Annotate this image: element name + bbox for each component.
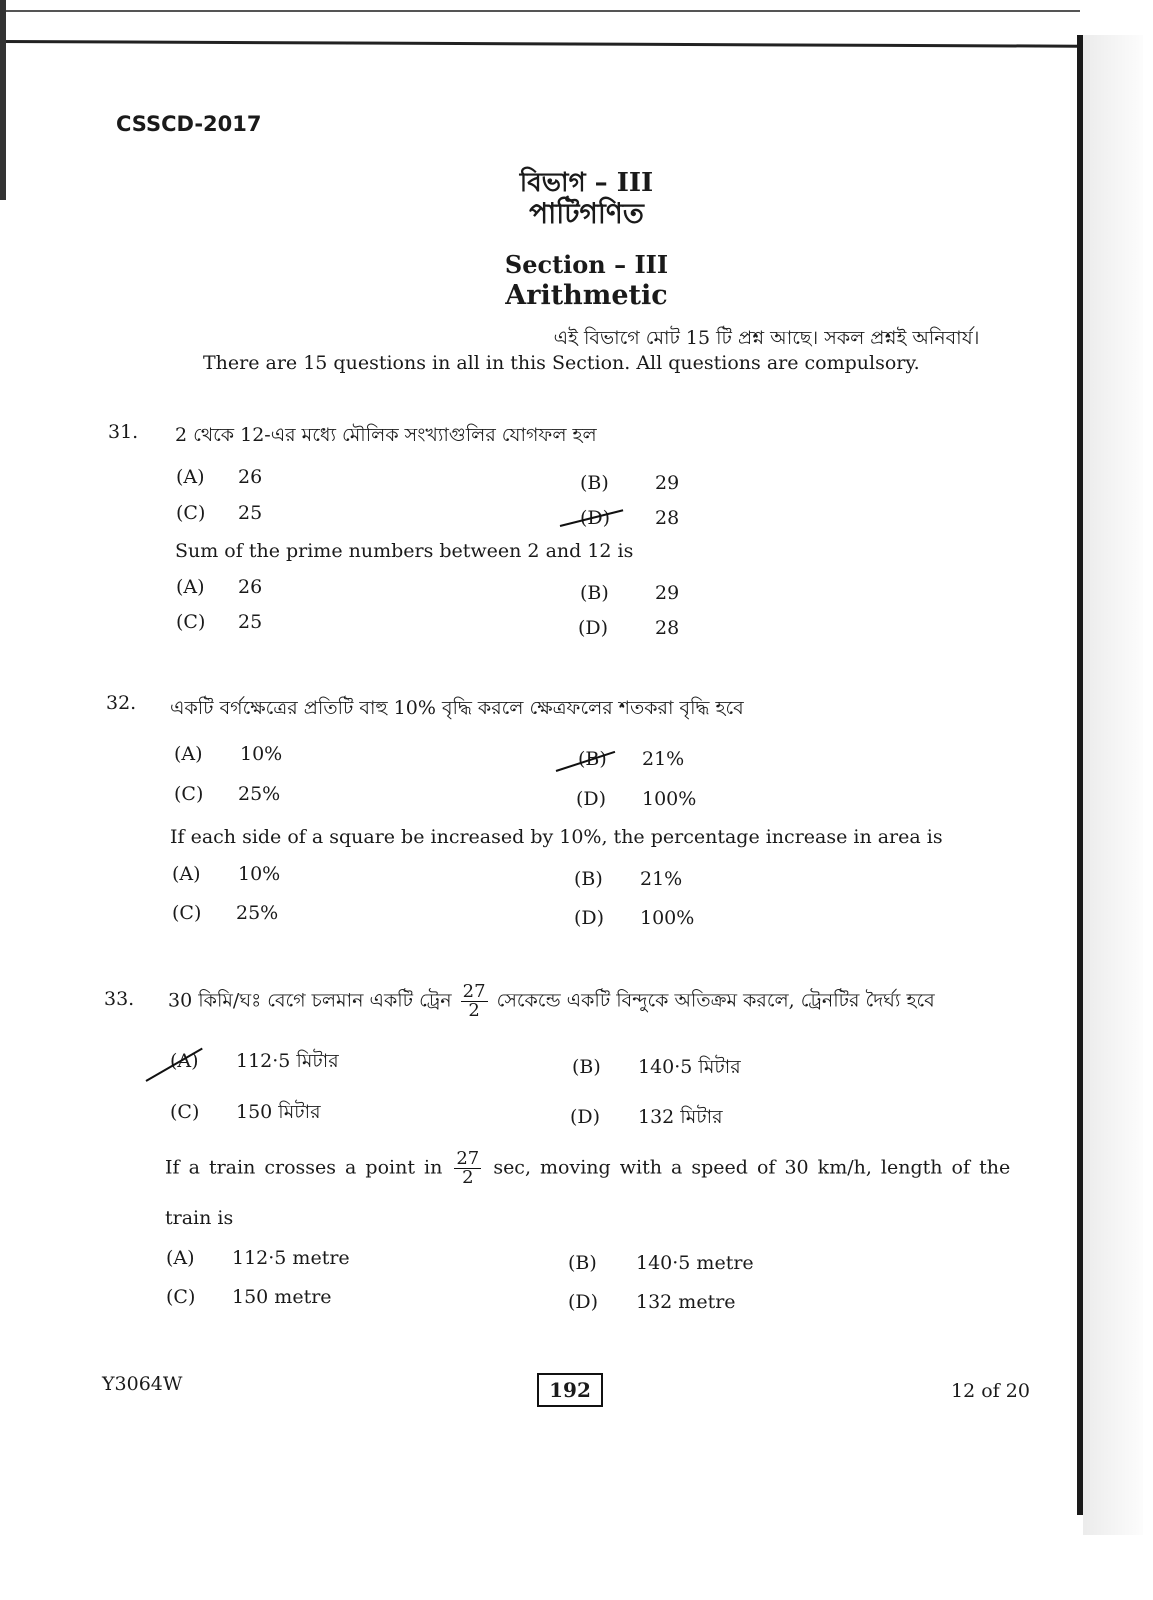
- option-value: 140·5 মিটার: [638, 1056, 741, 1078]
- page-of-total: 12 of 20: [951, 1380, 1030, 1402]
- option-label: (A): [176, 466, 205, 488]
- instruction-english: There are 15 questions in all in this Section. All questions are compulsory.: [203, 352, 920, 374]
- option-label: (A): [166, 1247, 195, 1269]
- question-text-english: [165, 1150, 1010, 1187]
- option-d-english: [574, 907, 694, 929]
- option-value: 28: [655, 617, 680, 639]
- option-d-english: [568, 1291, 736, 1313]
- subject-title-english: Arithmetic: [505, 280, 668, 311]
- option-value: 26: [238, 466, 263, 488]
- option-value: 26: [238, 576, 263, 598]
- option-value: 100%: [640, 907, 695, 929]
- option-label: (A): [172, 863, 201, 885]
- option-label: (A): [176, 576, 205, 598]
- option-label: (D): [578, 617, 609, 639]
- option-c-english: [166, 1286, 332, 1308]
- option-value: 21%: [640, 868, 683, 890]
- option-d-english: [578, 617, 679, 639]
- option-label: (B): [578, 748, 607, 770]
- option-b-english: [574, 868, 682, 890]
- option-label: (C): [174, 783, 204, 805]
- option-a-english: [176, 576, 262, 598]
- option-b-bengali: [580, 472, 679, 494]
- fraction-denominator: 2: [468, 1000, 480, 1021]
- question-text-part: sec, moving with a speed of 30 km/h, length of the: [493, 1156, 1011, 1179]
- question-text-part: সেকেন্ডে একটি বিন্দুকে অতিক্রম করলে, ট্রেনটির দৈর্ঘ্য হবে: [496, 989, 935, 1012]
- option-b-bengali: [572, 1053, 741, 1085]
- question-text-part: If a train crosses a point in: [165, 1156, 443, 1179]
- option-value: 10%: [240, 743, 283, 765]
- option-b-english: [580, 582, 679, 604]
- option-value: 132 মিটার: [638, 1106, 723, 1128]
- option-label: (C): [176, 611, 206, 633]
- option-label: (D): [576, 788, 607, 810]
- option-label: (B): [574, 868, 603, 890]
- option-c-bengali: [174, 783, 280, 805]
- option-value: 29: [655, 472, 680, 494]
- option-c-english: [172, 902, 278, 924]
- option-label: (A): [170, 1050, 199, 1072]
- option-value: 10%: [238, 863, 281, 885]
- option-value: 25%: [238, 783, 281, 805]
- scan-border-top: [0, 40, 1080, 48]
- option-label: (B): [572, 1056, 601, 1078]
- option-b-english: [568, 1252, 754, 1274]
- option-label: (D): [574, 907, 605, 929]
- option-c-english: [176, 611, 262, 633]
- option-label: (B): [580, 582, 609, 604]
- fraction-numerator: 27: [456, 1148, 480, 1169]
- option-value: 112·5 metre: [232, 1247, 350, 1269]
- question-text-bengali: একটি বর্গক্ষেত্রের প্রতিটি বাহু 10% বৃদ্ধি করলে ক্ষেত্রফলের শতকরা বৃদ্ধি হবে: [170, 697, 744, 719]
- section-title-bengali: বিভাগ – III: [519, 168, 654, 198]
- option-value: 150 metre: [232, 1286, 332, 1308]
- option-label: (A): [174, 743, 203, 765]
- option-value: 29: [655, 582, 680, 604]
- option-label: (D): [568, 1291, 599, 1313]
- option-a-english: [172, 863, 280, 885]
- instruction-bengali: এই বিভাগে মোট 15 টি প্রশ্ন আছে। সকল প্রশ্নই অনিবার্য।: [553, 327, 980, 349]
- question-text-english: Sum of the prime numbers between 2 and 12 is: [175, 540, 634, 562]
- fraction: [461, 983, 488, 1020]
- option-label: (C): [176, 502, 206, 524]
- option-value: 25: [238, 611, 263, 633]
- question-text-english: If each side of a square be increased by 10%, the percentage increase in area is: [170, 826, 943, 848]
- question-text-english-line2: train is: [165, 1207, 234, 1229]
- option-a-bengali: [176, 466, 262, 488]
- option-label: (C): [166, 1286, 196, 1308]
- question-number: 33.: [104, 988, 135, 1010]
- fraction-numerator: 27: [462, 981, 486, 1002]
- question-text-part: 30 কিমি/ঘঃ বেগে চলমান একটি ট্রেন: [168, 989, 452, 1012]
- option-a-english: [166, 1247, 350, 1269]
- exam-code: CSSCD-2017: [116, 112, 262, 136]
- option-value: 112·5 মিটার: [236, 1050, 339, 1072]
- scan-edge-top: [0, 10, 1080, 12]
- fraction: [454, 1150, 481, 1187]
- option-value: 140·5 metre: [636, 1252, 754, 1274]
- section-title-english: Section – III: [504, 250, 669, 279]
- option-value: 28: [655, 507, 680, 529]
- question-text-bengali: 2 থেকে 12-এর মধ্যে মৌলিক সংখ্যাগুলির যোগফল হল: [175, 424, 597, 446]
- option-a-bengali: [174, 743, 282, 765]
- option-c-bengali: [176, 502, 262, 524]
- option-label: (C): [172, 902, 202, 924]
- option-label: (B): [580, 472, 609, 494]
- option-d-bengali: [576, 788, 696, 810]
- option-c-bengali: [170, 1098, 321, 1130]
- option-label: (C): [170, 1101, 200, 1123]
- subject-title-bengali: পাটিগণিত: [529, 197, 644, 230]
- question-text-bengali: [168, 983, 935, 1020]
- option-value: 25: [238, 502, 263, 524]
- option-d-bengali: [570, 1103, 723, 1135]
- option-label: (D): [580, 507, 611, 529]
- option-label: (B): [568, 1252, 597, 1274]
- fraction-denominator: 2: [462, 1167, 474, 1188]
- question-number: 32.: [106, 692, 137, 714]
- page-number-box: 192: [537, 1373, 603, 1407]
- booklet-code: Y3064W: [102, 1373, 183, 1395]
- option-value: 100%: [642, 788, 697, 810]
- option-value: 150 মিটার: [236, 1101, 321, 1123]
- option-value: 21%: [642, 748, 685, 770]
- option-label: (D): [570, 1106, 601, 1128]
- option-value: 25%: [236, 902, 279, 924]
- question-number: 31.: [108, 421, 139, 443]
- option-value: 132 metre: [636, 1291, 736, 1313]
